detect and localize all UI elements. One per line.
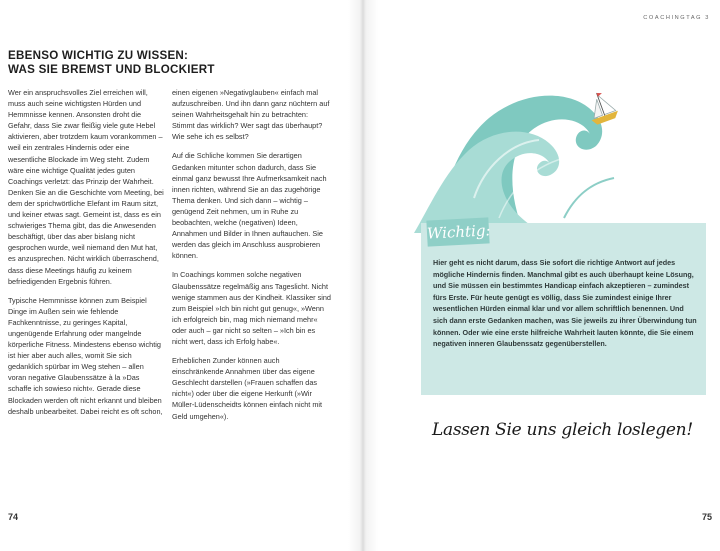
page-number-right: 75 xyxy=(702,512,713,522)
page-number-left: 74 xyxy=(8,512,19,522)
heading-line-1: EBENSO WICHTIG ZU WISSEN: xyxy=(8,49,189,62)
tip-text: Hier geht es nicht darum, dass Sie sofort die richtige Antwort auf jedes mögliche Hindernis finden. Manchmal gibt es auch überhaupt keine Lösung, und Sie müssen ein bestimmtes Handicap einfach akzeptieren – zumindest fürs Erste. Für heute genügt es völlig, dass Sie zumindest einige Ihrer wesentlichen Hürden einmal klar und vor allem schriftlich benennen. Und sich dann erste Gedanken machen, was Sie jeweils zu ihrer Überwindung tun können. Oder wie eine erste hilfreiche Wahrheit lauten könnte, die Sie einem negativen inneren Glaubenssatz gegenüberstellen. xyxy=(433,258,697,349)
tip-label: Wichtig: xyxy=(426,221,491,243)
text-column-1 xyxy=(8,87,164,425)
heading-line-2: WAS SIE BREMST UND BLOCKIERT xyxy=(8,63,215,76)
paragraph: Auf die Schliche kommen Sie derartigen Gedanken mitunter schon dadurch, dass Sie einmal ganz bewusst Ihre Aufmerksamkeit nach innen richten, während Sie an das zugehörige Thema denken. Und sich dann – wichtig – genügend Zeit nehmen, um in Ruhe zu beobachten, welche (negativen) Ideen, Annahmen und Bilder in Ihnen auftauchen. Sie werden das gleich im Anschluss ausprobieren können. xyxy=(172,151,327,261)
tip-label-tag xyxy=(426,217,489,246)
wave-curl-line xyxy=(564,178,614,218)
paragraph: einen eigenen »Negativglauben« einfach mal aufzuschreiben. Und ihn dann ganz nüchtern auf seinen Wahrheitsgehalt hin zu betrachten: Stimmt das wirklich? Wer sagt das überhaupt? Wie sehe ich es selbst? xyxy=(172,88,330,142)
wave-illustration xyxy=(414,88,634,233)
paragraph: In Coachings kommen solche negativen Glaubenssätze regelmäßig ans Tageslicht. Nicht wenige stammen aus der Kindheit. Klassiker sind zum Beispiel »Ich bin nicht gut genug«, »Wenn ich erfolgreich bin, mag mich niemand mehr« oder auch – gar nicht so selten – »Ich bin es nicht wert, dass ich Erfolg habe«. xyxy=(172,270,331,346)
paragraph: Typische Hemmnisse können zum Beispiel Dinge im Außen sein wie fehlende Fachkenntnisse, zu geringes Kapital, ungenügende Erfahrung oder mangelnde körperliche Fitness. Mindestens ebenso wichtig ist hier aber auch alles, womit Sie sich gedanklich spürbar im Weg stehen – allen voran negative Glaubenssätze à la »Das schaffe ich sowieso nicht«. Gerade diese Blockaden werden oft nicht erkannt und bleiben deshalb unbearbeitet. Dabei reicht es oft schon, xyxy=(8,295,163,416)
tip-box xyxy=(421,223,706,395)
section-heading xyxy=(8,49,308,77)
running-head: COACHINGTAG 3 xyxy=(643,15,710,21)
closing-line: Lassen Sie uns gleich loslegen! xyxy=(432,420,693,440)
right-page xyxy=(362,0,720,551)
paragraph: Wer ein anspruchsvolles Ziel erreichen will, muss auch seine wichtigsten Hürden und Hemmnisse kennen. Ansonsten droht die Gefahr, dass Sie zwar fleißig viele gute Hebel aktivieren, aber trotzdem kaum vorankommen – weil ein zentrales Hindernis oder eine wesentliche Blockade im Weg steht. Zudem wäre eine wichtige Qualität jedes guten Coachings verletzt: das Prinzip der Wahrheit. Denken Sie an die Geschichte vom Meeting, bei dem der sprichwörtliche Elefant im Raum sitzt, und keiner etwas sagt. Gemeint ist, dass es ein schwieriges Thema gibt, das die Anwesenden beschäftigt, über das aber bislang nicht gesprochen wurde, weil niemand den Mut hat, es anzusprechen. Nicht wirklich überraschend, dass diese Meetings häufig zu keinem befriedigenden Ergebnis führen. xyxy=(8,88,164,286)
paragraph: Erheblichen Zunder können auch einschränkende Annahmen über das eigene Geschlecht darstellen (»Frauen schaffen das nicht«) oder über die eigene Herkunft (»Wir Müller-Lüdenscheidts können einfach nicht mit Geld umgehen«). xyxy=(172,356,323,421)
text-column-2 xyxy=(172,87,332,430)
